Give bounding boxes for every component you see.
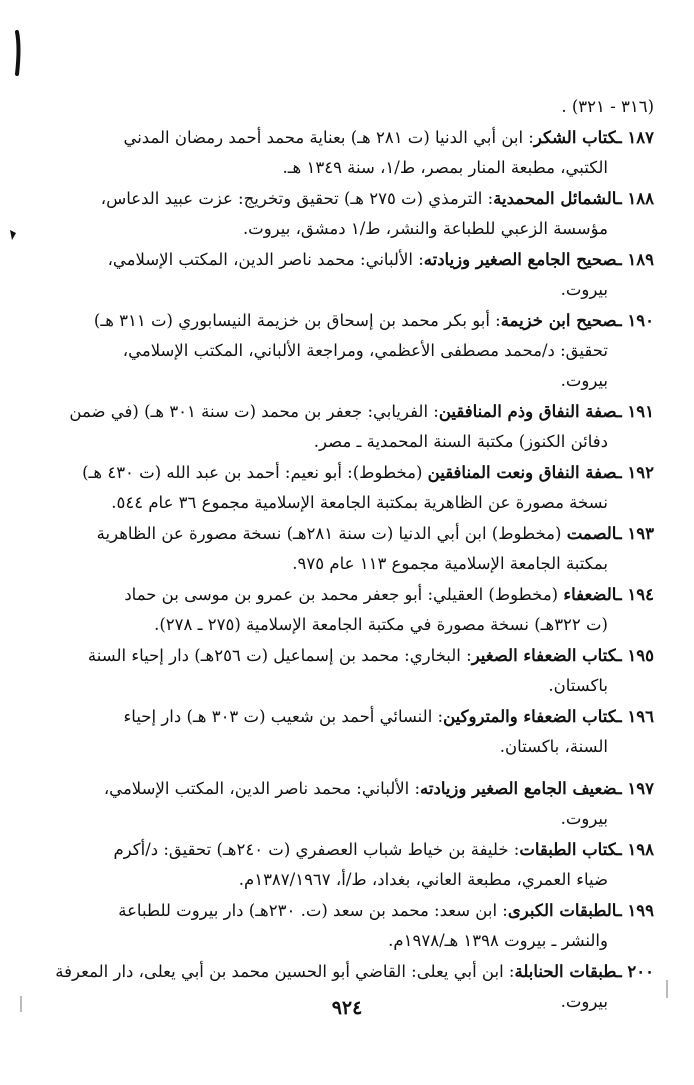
entry-number: ١٩٠ ـ: [616, 311, 654, 330]
entry-text: : الألباني: محمد ناصر الدين، المكتب الإسلامي،: [103, 779, 421, 798]
entry-title: ضعيف الجامع الصغير وزيادته: [420, 779, 617, 798]
scan-speck: [666, 980, 668, 998]
entry-number: ١٩٨ ـ: [616, 840, 654, 859]
bibliography-entry: [44, 835, 654, 895]
entry-text: : الألباني: محمد ناصر الدين، المكتب الإسلامي،: [107, 250, 424, 269]
entry-continuation: دفائن الكنوز) مكتبة السنة المحمدية ـ مصر.: [313, 432, 608, 451]
entry-number: ١٨٧ ـ: [616, 128, 654, 147]
entry-number: ١٨٩ ـ: [616, 250, 654, 269]
entry-text: : خليفة بن خياط شباب العصفري (ت ٢٤٠هـ) تحقيق: د/أكرم: [113, 840, 520, 859]
entry-title: الصمت: [566, 524, 617, 543]
bibliography-entry: [44, 641, 654, 701]
entry-continuation: باكستان.: [548, 676, 608, 695]
entry-continuation: تحقيق: د/محمد مصطفى الأعظمي، ومراجعة الألباني، المكتب الإسلامي،: [122, 341, 608, 360]
entry-text: (مخطوط) العقيلي: أبو جعفر محمد بن عمرو بن موسى بن حماد: [124, 585, 564, 604]
entry-text: : البخاري: محمد بن إسماعيل (ت ٢٥٦هـ) دار إحياء السنة: [87, 646, 472, 665]
entry-title: كتاب الطبقات: [519, 840, 617, 859]
entry-text: (مخطوط) ابن أبي الدنيا (ت سنة ٢٨١هـ) نسخة مصورة عن الظاهرية: [96, 524, 567, 543]
header-line-text: (٣١٦ - ٣٢١) .: [561, 97, 654, 116]
entry-number: ١٨٨ ـ: [616, 189, 654, 208]
entry-text: : ابن أبي يعلى: القاضي أبو الحسين محمد بن أبي يعلى، دار المعرفة: [55, 962, 515, 981]
bibliography-entry: [44, 774, 654, 834]
entry-text: : الترمذي (ت ٢٧٥ هـ) تحقيق وتخريج: عزت عبيد الدعاس،: [100, 189, 494, 208]
entry-number: ٢٠٠ ـ: [616, 962, 654, 981]
entry-continuation: (ت ٣٢٢هـ) نسخة مصورة في مكتبة الجامعة الإسلامية (٢٧٥ ـ ٢٧٨).: [154, 615, 608, 634]
entry-continuation: بمكتبة الجامعة الإسلامية مجموع ١١٣ عام ٩٧٥.: [292, 554, 608, 573]
entry-title: الشمائل المحمدية: [493, 189, 617, 208]
entry-text: : ابن سعد: محمد بن سعد (ت. ٢٣٠هـ) دار بيروت للطباعة: [118, 901, 508, 920]
bibliography-entry: [44, 519, 654, 579]
entry-continuation: الكتبي، مطبعة المنار بمصر، ط/١، سنة ١٣٤٩ هـ.: [282, 158, 608, 177]
entry-text: (مخطوط): أبو نعيم: أحمد بن عبد الله (ت ٤٣٠ هـ): [82, 463, 428, 482]
entry-text: : ابن أبي الدنيا (ت ٢٨١ هـ) بعناية محمد أحمد رمضان المدني: [123, 128, 534, 147]
entry-title: صفة النفاق ونعت المنافقين: [427, 463, 617, 482]
entry-continuation: مؤسسة الزعبي للطباعة والنشر، ط/١ دمشق، بيروت.: [242, 219, 608, 238]
entry-continuation: والنشر ـ بيروت ١٣٩٨ هـ/١٩٧٨م.: [388, 931, 608, 950]
entry-number: ١٩٥ ـ: [616, 646, 654, 665]
entry-number: ١٩١ ـ: [616, 402, 654, 421]
entry-number: ١٩٤ ـ: [616, 585, 654, 604]
entry-text: : أبو بكر محمد بن إسحاق بن خزيمة النيسابوري (ت ٣١١ هـ): [93, 311, 501, 330]
entry-title: كتاب الضعفاء والمتروكين: [443, 707, 617, 726]
bibliography-entry: [44, 580, 654, 640]
entry-title: صفة النفاق وذم المنافقين: [438, 402, 617, 421]
margin-ink-speck: [8, 228, 18, 242]
entry-continuation: السنة، باكستان.: [499, 737, 608, 756]
bibliography-entry: [44, 123, 654, 183]
bibliography-list: [44, 92, 654, 1017]
entry-title: الضعفاء: [563, 585, 617, 604]
entry-title: طبقات الحنابلة: [514, 962, 617, 981]
entry-number: ١٩٩ ـ: [616, 901, 654, 920]
bibliography-entry: [44, 702, 654, 762]
page-number: ٩٢٤: [331, 997, 363, 1019]
margin-stroke-mark: [12, 30, 22, 76]
entry-continuation: بيروت.: [560, 809, 608, 828]
entry-title: الطبقات الكبرى: [507, 901, 617, 920]
bibliography-entry: [44, 458, 654, 518]
header-line: [44, 92, 654, 122]
bibliography-entry: [44, 896, 654, 956]
entry-text: : الفريابي: جعفر بن محمد (ت سنة ٣٠١ هـ) (في ضمن: [69, 402, 439, 421]
entry-text: : النسائي أحمد بن شعيب (ت ٣٠٣ هـ) دار إحياء: [123, 707, 444, 726]
entry-title: كتاب الشكر: [533, 128, 617, 147]
entry-continuation: بيروت.: [560, 992, 608, 1011]
entry-title: كتاب الضعفاء الصغير: [471, 646, 617, 665]
bibliography-entry: [44, 184, 654, 244]
entry-continuation: بيروت.: [560, 280, 608, 299]
entry-number: ١٩٧ ـ: [616, 779, 654, 798]
entry-number: ١٩٣ ـ: [616, 524, 654, 543]
entry-continuation: بيروت.: [560, 371, 608, 390]
bibliography-entry: [44, 306, 654, 396]
entry-continuation: نسخة مصورة عن الظاهرية بمكتبة الجامعة الإسلامية مجموع ٣٦ عام ٥٤٤.: [111, 493, 608, 512]
bibliography-entry: [44, 397, 654, 457]
entry-title: صحيح ابن خزيمة: [500, 311, 617, 330]
entry-title: صحيح الجامع الصغير وزيادته: [423, 250, 617, 269]
entry-number: ١٩٦ ـ: [616, 707, 654, 726]
entry-continuation: ضياء العمري، مطبعة العاني، بغداد، ط/أ، ١٣٨٧/١٩٦٧م.: [238, 870, 608, 889]
bibliography-entry: [44, 245, 654, 305]
entry-number: ١٩٢ ـ: [616, 463, 654, 482]
